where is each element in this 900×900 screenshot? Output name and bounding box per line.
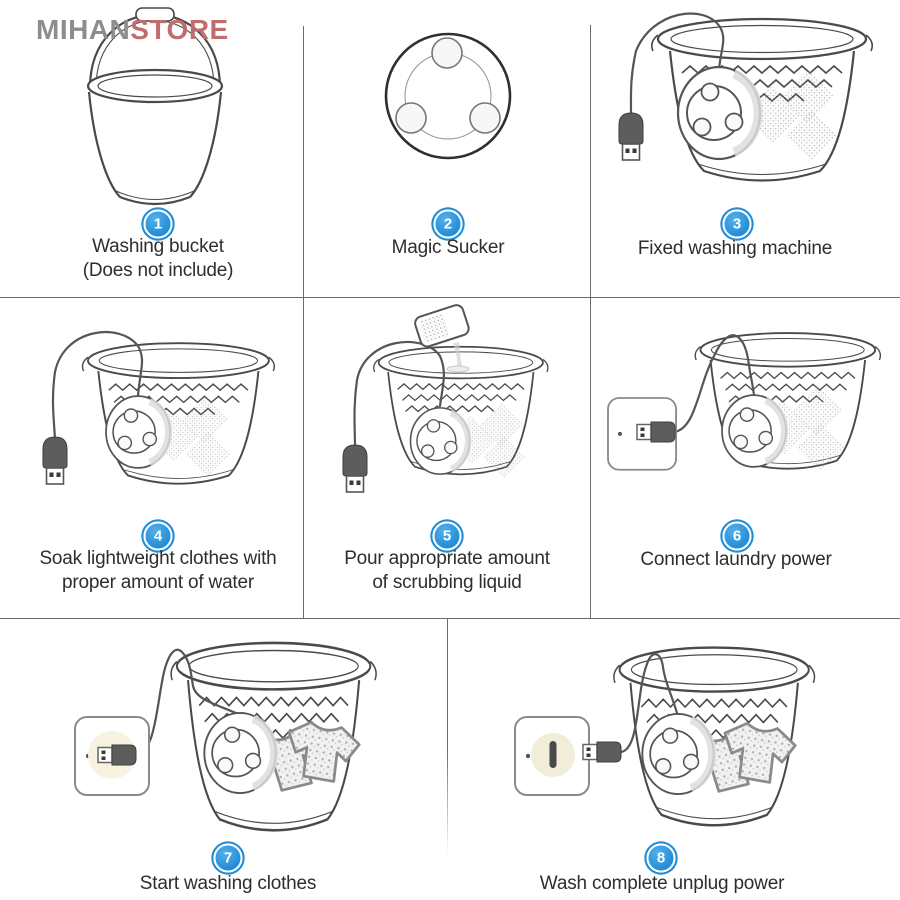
- step-caption: [287, 547, 607, 595]
- step-number-badge: [434, 210, 463, 239]
- brand-logo-red: STORE: [130, 14, 229, 45]
- step-panel-6: [590, 298, 900, 619]
- caption-line-2: of scrubbing liquid: [372, 572, 522, 593]
- step-number: 7: [223, 849, 233, 867]
- step-number-badge: [723, 522, 752, 551]
- step-number-badge: [723, 210, 752, 239]
- step-number: 1: [153, 215, 163, 233]
- caption-line-1: Start washing clothes: [139, 873, 317, 894]
- step-number: 6: [732, 527, 742, 545]
- caption-line-1: Soak lightweight clothes with: [39, 548, 277, 569]
- step-number: 5: [442, 527, 452, 545]
- step-caption: [68, 872, 388, 896]
- step-panel-3: [590, 26, 900, 298]
- step-panel-5: [303, 298, 590, 619]
- step-panel-4: [0, 298, 303, 619]
- caption-line-1: Pour appropriate amount: [344, 548, 550, 569]
- step-caption: [0, 235, 318, 283]
- step-panel-1: [0, 26, 303, 298]
- step-panel-2: [303, 26, 590, 298]
- caption-line-1: Magic Sucker: [391, 237, 505, 258]
- brand-logo-gray: MIHAN: [36, 14, 131, 45]
- step-panel-8: [447, 619, 900, 900]
- step-caption: [0, 547, 318, 595]
- caption-line-2: proper amount of water: [61, 572, 255, 593]
- brand-logo: [36, 14, 229, 46]
- caption-line-1: Washing bucket: [92, 236, 224, 257]
- caption-line-1: Wash complete unplug power: [539, 873, 785, 894]
- step-number-badge: [214, 844, 243, 873]
- step-caption: [575, 237, 895, 261]
- step-number: 2: [443, 215, 453, 233]
- step-caption: [288, 236, 608, 260]
- caption-line-2: (Does not include): [82, 260, 234, 281]
- step-panel-7: [0, 619, 447, 900]
- step-caption: [502, 872, 822, 896]
- caption-line-1: Connect laundry power: [640, 549, 832, 570]
- step-number: 4: [153, 527, 163, 545]
- step-caption: [576, 548, 896, 572]
- step-number: 8: [656, 849, 666, 867]
- step-number-badge: [647, 844, 676, 873]
- step-number: 3: [732, 215, 742, 233]
- caption-line-1: Fixed washing machine: [637, 238, 833, 259]
